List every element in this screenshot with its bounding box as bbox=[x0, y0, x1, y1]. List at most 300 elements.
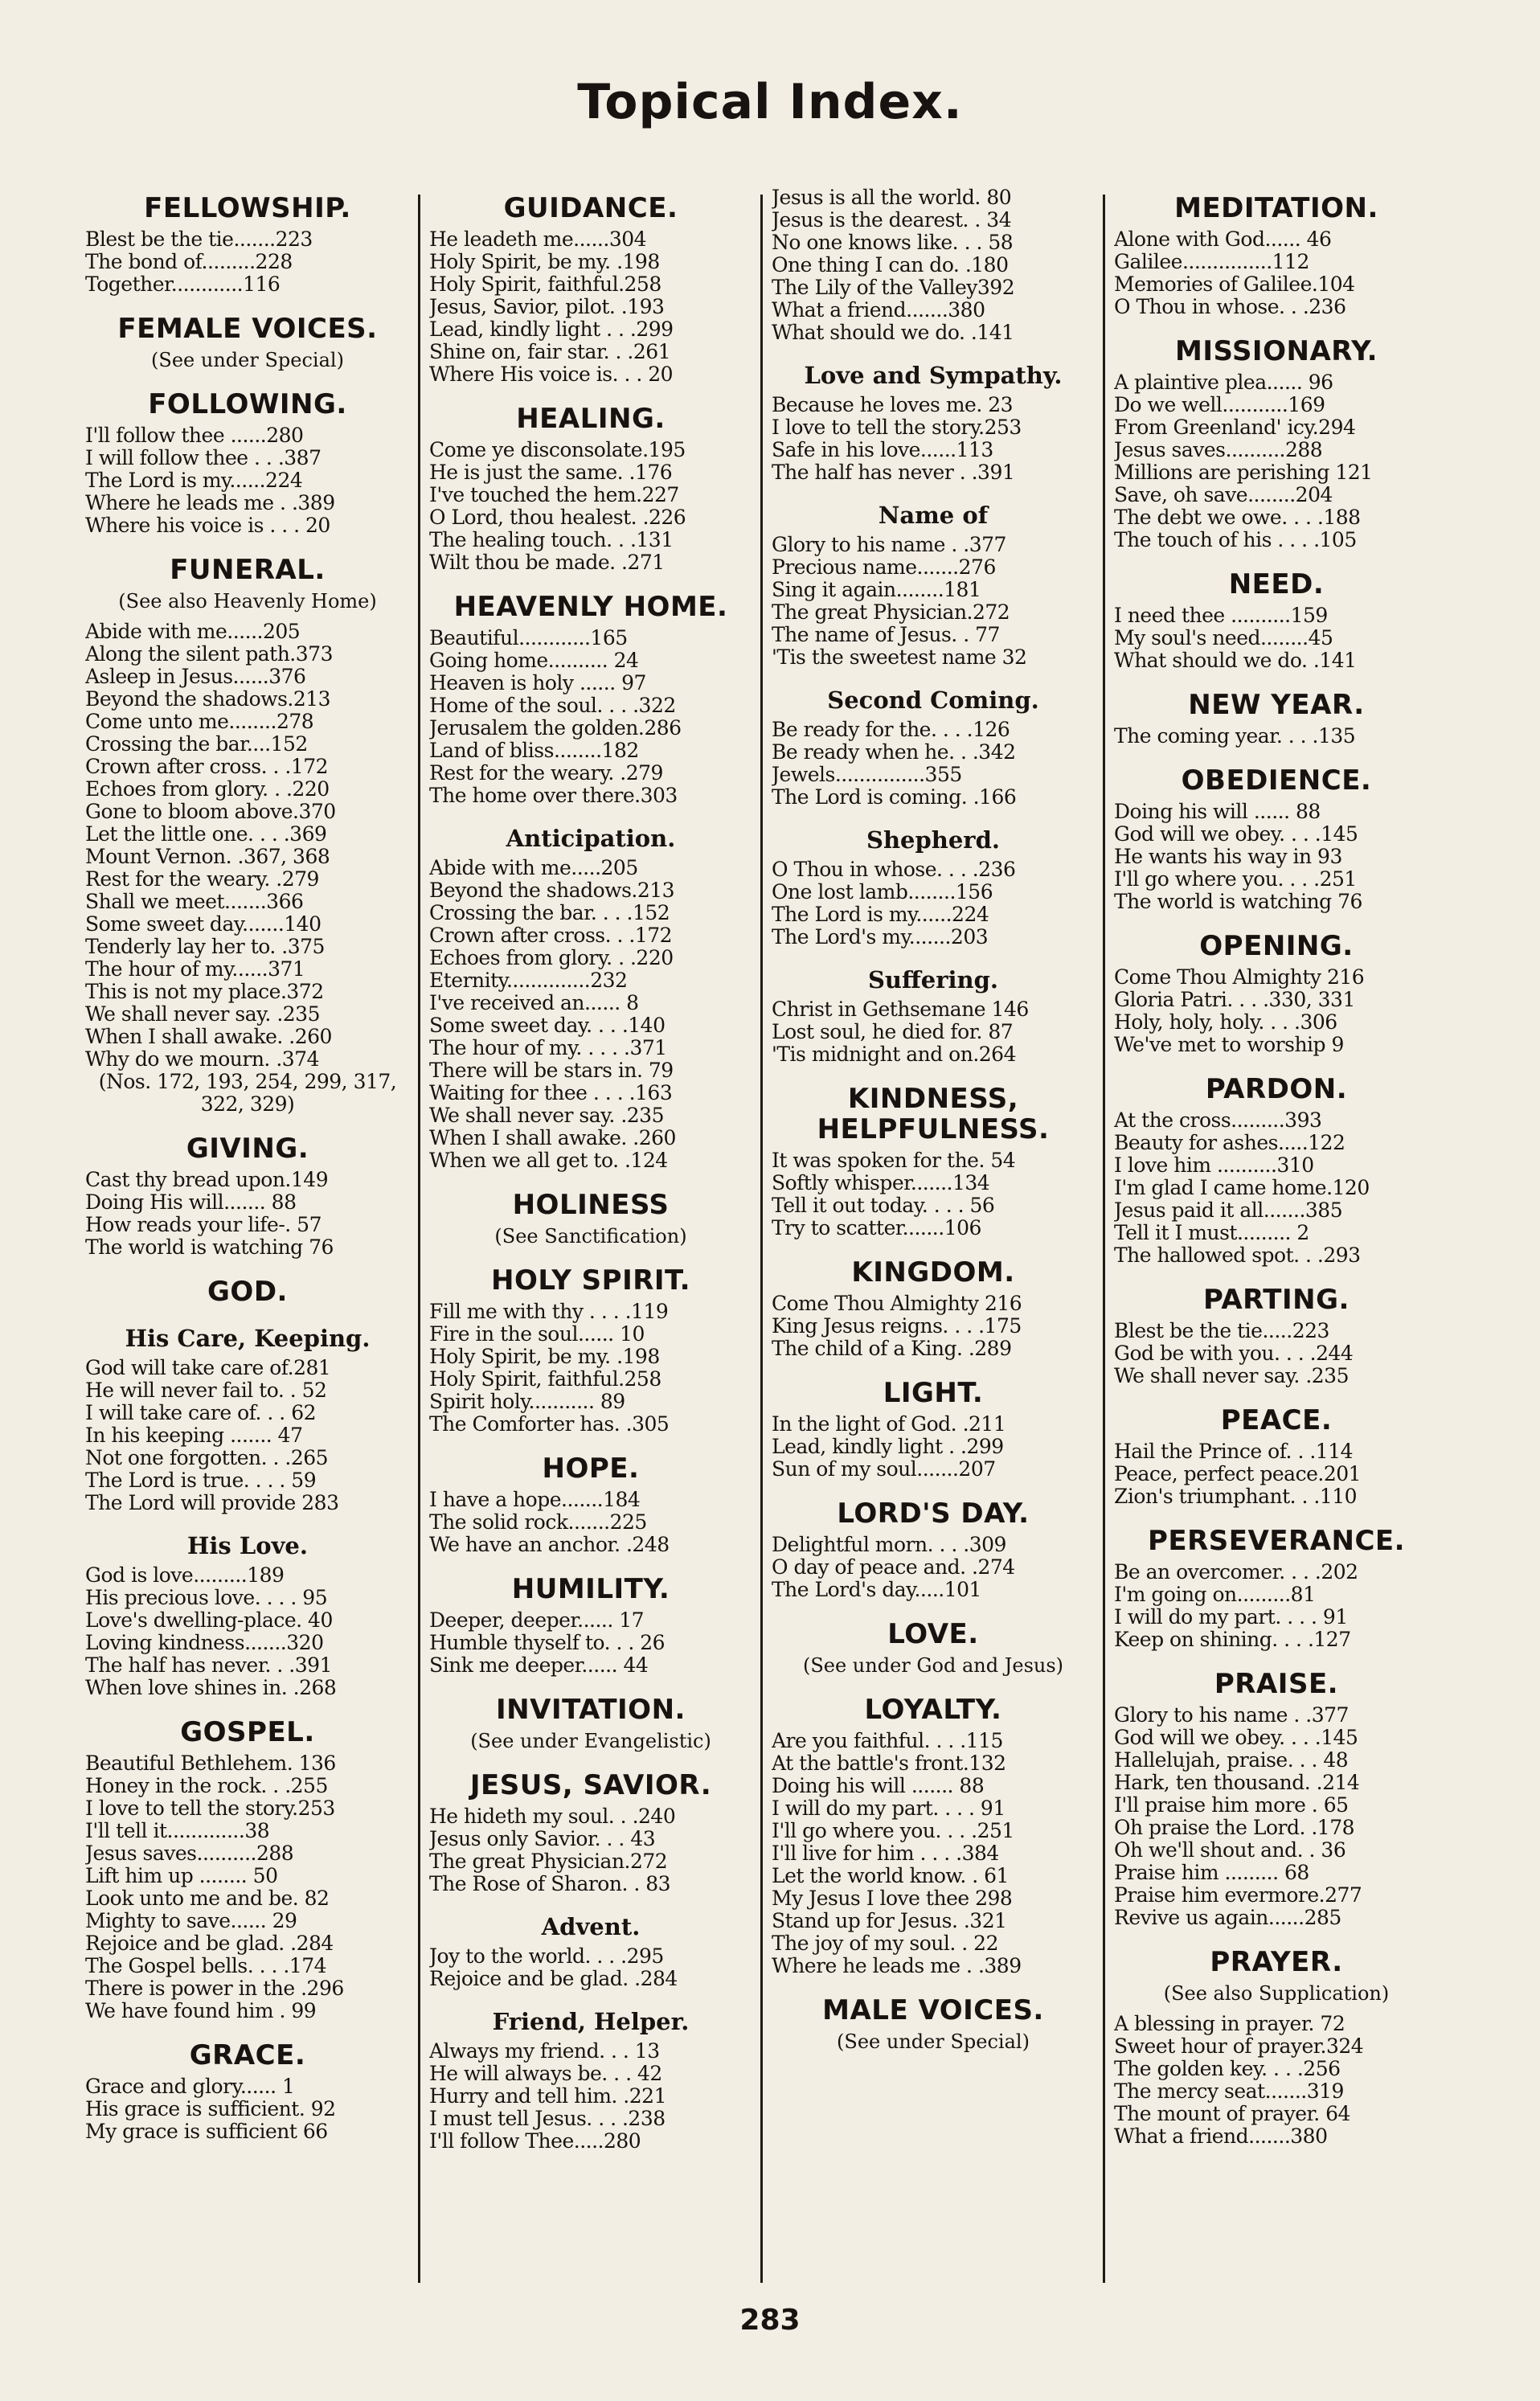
index-section bbox=[85, 389, 410, 537]
index-entry: Some sweet day.......140 bbox=[85, 913, 322, 936]
index-entry: The Lord is coming. .166 bbox=[772, 786, 1017, 809]
index-entry: O day of peace and. .274 bbox=[772, 1556, 1015, 1579]
index-entry: Mount Vernon. .367, 368 bbox=[85, 846, 330, 868]
index-entry: No one knows like. . . 58 bbox=[772, 231, 1014, 254]
index-entry: The hallowed spot. . .293 bbox=[1114, 1244, 1361, 1267]
section-heading: PRAISE. bbox=[1214, 1668, 1339, 1700]
index-section bbox=[429, 1770, 752, 1895]
index-entry: His precious love. . . . 95 bbox=[85, 1587, 328, 1609]
index-entry: I'll follow Thee.....280 bbox=[429, 2130, 641, 2153]
section-heading: INVITATION. bbox=[496, 1694, 686, 1726]
index-section bbox=[85, 1717, 410, 2022]
index-entry: Gone to bloom above.370 bbox=[85, 801, 336, 823]
index-entry: This is not my place.372 bbox=[85, 981, 324, 1003]
index-section bbox=[1114, 1526, 1439, 1651]
index-entry: Spirit holy........... 89 bbox=[429, 1391, 625, 1413]
index-entry: Memories of Galilee.104 bbox=[1114, 273, 1355, 296]
section-heading: MALE VOICES. bbox=[822, 1994, 1044, 2026]
index-entry: Jesus, Savior, pilot. .193 bbox=[429, 296, 665, 318]
subsection-heading: Friend, Helper. bbox=[492, 2008, 690, 2035]
index-column-1 bbox=[80, 186, 415, 2288]
index-entry: The great Physician.272 bbox=[772, 601, 1010, 624]
index-entry: My grace is sufficient 66 bbox=[85, 2120, 328, 2143]
index-entry: Sun of my soul.......207 bbox=[772, 1458, 996, 1481]
index-entry: I have a hope.......184 bbox=[429, 1489, 641, 1511]
index-entry: The Gospel bells. . . .174 bbox=[85, 1955, 327, 1977]
index-entry: Where his voice is . . . 20 bbox=[85, 514, 330, 537]
index-entry: Glory to his name . .377 bbox=[772, 534, 1006, 556]
index-entry: Let the little one. . . .369 bbox=[85, 823, 327, 846]
index-entry: Beyond the shadows.213 bbox=[429, 879, 675, 902]
index-entry: Mighty to save...... 29 bbox=[85, 1910, 297, 1932]
index-entry: I love to tell the story.253 bbox=[772, 416, 1022, 439]
index-entry: Glory to his name . .377 bbox=[1114, 1704, 1349, 1727]
index-entry: There will be stars in. 79 bbox=[429, 1059, 674, 1082]
column-divider bbox=[418, 195, 420, 2283]
index-entry: Safe in his love......113 bbox=[772, 439, 993, 461]
index-section bbox=[1114, 690, 1439, 748]
index-entry: The Lord is true. . . . 59 bbox=[85, 1469, 317, 1492]
index-entry: Come Thou Almighty 216 bbox=[1114, 966, 1365, 989]
section-heading: JESUS, SAVIOR. bbox=[469, 1769, 712, 1801]
section-heading: LIGHT. bbox=[883, 1377, 984, 1409]
subsection-heading: Suffering. bbox=[867, 966, 999, 994]
index-entry: I'll go where you. . . .251 bbox=[772, 1820, 1014, 1842]
index-entry: Sing it again........181 bbox=[772, 579, 981, 601]
index-section bbox=[772, 1995, 1095, 2053]
section-note: (See also Heavenly Home) bbox=[118, 590, 377, 613]
index-entry: Holy, holy, holy. . . .306 bbox=[1114, 1011, 1337, 1034]
index-section bbox=[429, 592, 752, 807]
index-entry: Jesus is the dearest. . 34 bbox=[772, 209, 1012, 231]
index-entry: Jesus saves..........288 bbox=[85, 1842, 294, 1865]
index-section bbox=[772, 1498, 1095, 1601]
index-entry: We shall never say. .235 bbox=[429, 1104, 664, 1127]
index-section bbox=[772, 1084, 1095, 1239]
index-section bbox=[1114, 336, 1439, 551]
index-entry: In the light of God. .211 bbox=[772, 1413, 1006, 1436]
index-entry: Revive us again......285 bbox=[1114, 1907, 1341, 1929]
index-entry: Are you faithful. . . .115 bbox=[772, 1730, 1003, 1752]
section-heading: GUIDANCE. bbox=[503, 192, 678, 224]
index-entry: He will always be. . . 42 bbox=[429, 2063, 662, 2085]
index-entry: Fill me with thy . . . .119 bbox=[429, 1301, 669, 1323]
index-section bbox=[85, 313, 410, 371]
index-entry: I'll tell it.............38 bbox=[85, 1820, 270, 1842]
index-entry: Oh we'll shout and. . 36 bbox=[1114, 1839, 1346, 1862]
index-entry: Crossing the bar. . . .152 bbox=[429, 902, 670, 924]
index-entry: 'Tis midnight and on.264 bbox=[772, 1043, 1016, 1066]
index-entry: Christ in Gethsemane 146 bbox=[772, 998, 1029, 1021]
index-section bbox=[85, 1276, 410, 1307]
index-section bbox=[772, 502, 1095, 669]
index-section bbox=[429, 1265, 752, 1436]
index-entry: Lead, kindly light . . .299 bbox=[429, 318, 674, 341]
subsection-heading: His Care, Keeping. bbox=[125, 1325, 371, 1352]
index-column-4 bbox=[1109, 186, 1444, 2288]
index-entry: Holy Spirit, be my. .198 bbox=[429, 251, 660, 273]
column-divider bbox=[760, 195, 763, 2283]
index-entry: God be with you. . . .244 bbox=[1114, 1342, 1354, 1365]
section-heading: GIVING. bbox=[186, 1133, 309, 1165]
index-entry: Be an overcomer. . . .202 bbox=[1114, 1561, 1358, 1584]
index-entry: (Nos. 172, 193, 254, 299, 317, 322, 329) bbox=[98, 1071, 397, 1116]
index-entry: Holy Spirit, faithful.258 bbox=[429, 273, 661, 296]
index-entry: Abide with me.....205 bbox=[429, 857, 638, 879]
index-section bbox=[1114, 193, 1439, 318]
index-entry: Holy Spirit, faithful.258 bbox=[429, 1368, 661, 1391]
index-entry: The world is watching 76 bbox=[85, 1236, 334, 1259]
index-entry: Shall we meet.......366 bbox=[85, 891, 304, 913]
index-entry: O Lord, thou healest. .226 bbox=[429, 506, 686, 529]
section-heading: FOLLOWING. bbox=[148, 388, 347, 420]
index-section bbox=[85, 555, 410, 1116]
index-entry: The mount of prayer. 64 bbox=[1114, 2103, 1350, 2125]
index-entry: Do we well...........169 bbox=[1114, 394, 1325, 416]
index-entry: The healing touch. . .131 bbox=[429, 529, 674, 551]
index-entry: Hurry and tell him. .221 bbox=[429, 2085, 666, 2108]
index-column-2 bbox=[424, 186, 757, 2288]
index-entry: Going home.......... 24 bbox=[429, 649, 639, 672]
subsection-heading: His Love. bbox=[187, 1532, 308, 1559]
index-entry: Asleep in Jesus......376 bbox=[85, 666, 306, 688]
index-entry: Come Thou Almighty 216 bbox=[772, 1293, 1022, 1315]
index-entry: Galilee...............112 bbox=[1114, 251, 1309, 273]
index-entry: The joy of my soul. . 22 bbox=[772, 1932, 998, 1955]
section-heading: OPENING. bbox=[1199, 930, 1354, 962]
index-entry: Be ready when he. . .342 bbox=[772, 741, 1016, 764]
index-entry: Abide with me......205 bbox=[85, 621, 301, 643]
index-entry: Echoes from glory. . .220 bbox=[429, 947, 674, 969]
index-entry: I need thee ..........159 bbox=[1114, 604, 1328, 627]
index-entry: Some sweet day. . . .140 bbox=[429, 1014, 666, 1037]
index-entry: Lift him up ........ 50 bbox=[85, 1865, 278, 1887]
index-entry: It was spoken for the. 54 bbox=[772, 1149, 1016, 1172]
index-entry: Jesus saves..........288 bbox=[1114, 439, 1323, 461]
section-note: (See also Supplication) bbox=[1163, 1982, 1390, 2005]
index-section bbox=[85, 1325, 410, 1514]
index-entry: Crown after cross. . .172 bbox=[85, 756, 329, 778]
index-section bbox=[1114, 569, 1439, 672]
index-entry: King Jesus reigns. . . .175 bbox=[772, 1315, 1022, 1338]
index-section bbox=[429, 1190, 752, 1248]
index-entry: Blest be the tie.......223 bbox=[85, 228, 313, 251]
index-section bbox=[1114, 1405, 1439, 1508]
subsection-heading: Second Coming. bbox=[827, 686, 1039, 714]
index-entry: The Rose of Sharon. . 83 bbox=[429, 1873, 671, 1895]
index-entry: The half has never. . .391 bbox=[85, 1654, 332, 1677]
index-entry: We shall never say. .235 bbox=[1114, 1365, 1349, 1387]
index-entry: I'll praise him more . 65 bbox=[1114, 1794, 1349, 1817]
index-entry: The hour of my. . . . .371 bbox=[429, 1037, 667, 1059]
index-entry: Jesus is all the world. 80 bbox=[772, 186, 1012, 209]
index-entry: The Lord's day.....101 bbox=[772, 1579, 981, 1601]
index-entry: When I shall awake. .260 bbox=[85, 1026, 332, 1048]
index-entry: Rejoice and be glad. .284 bbox=[429, 1968, 678, 1990]
index-entry: The hour of my......371 bbox=[85, 958, 305, 981]
index-entry: Peace, perfect peace.201 bbox=[1114, 1463, 1362, 1485]
section-note: (See under Special) bbox=[837, 2030, 1030, 2053]
index-section bbox=[1114, 1074, 1439, 1267]
index-entry: Praise him ......... 68 bbox=[1114, 1862, 1309, 1884]
index-entry: I'm going on.........81 bbox=[1114, 1584, 1316, 1606]
index-section bbox=[85, 1532, 410, 1699]
index-entry: What should we do. .141 bbox=[1114, 649, 1357, 672]
section-heading: LORD'S DAY. bbox=[837, 1498, 1030, 1530]
index-entry: Hallelujah, praise. . . 48 bbox=[1114, 1749, 1349, 1772]
index-entry: Beyond the shadows.213 bbox=[85, 688, 331, 711]
index-entry: Precious name.......276 bbox=[772, 556, 996, 579]
index-entry: Land of bliss........182 bbox=[429, 740, 639, 762]
section-note: (See Sanctification) bbox=[494, 1225, 687, 1248]
index-entry: Rest for the weary. .279 bbox=[85, 868, 319, 891]
index-entry: Not one forgotten. . .265 bbox=[85, 1447, 329, 1469]
index-entry: He will never fail to. . 52 bbox=[85, 1379, 327, 1402]
index-section bbox=[772, 1694, 1095, 1977]
index-entry: God will take care of.281 bbox=[85, 1357, 331, 1379]
section-heading: NEW YEAR. bbox=[1188, 689, 1365, 721]
index-entry: Eternity..............232 bbox=[429, 969, 628, 992]
index-entry: The child of a King. .289 bbox=[772, 1338, 1012, 1360]
index-entry: Because he loves me. 23 bbox=[772, 394, 1014, 416]
section-heading: PARTING. bbox=[1203, 1284, 1350, 1316]
index-entry: The mercy seat.......319 bbox=[1114, 2080, 1344, 2103]
index-entry: Together............116 bbox=[85, 273, 281, 296]
index-entry: Rejoice and be glad. .284 bbox=[85, 1932, 334, 1955]
index-entry: Crown after cross. . .172 bbox=[429, 924, 673, 947]
index-entry: When I shall awake. .260 bbox=[429, 1127, 676, 1149]
index-entry: Doing his will ....... 88 bbox=[772, 1775, 985, 1797]
index-entry: In his keeping ....... 47 bbox=[85, 1424, 303, 1447]
index-entry: Let the world know. . 61 bbox=[772, 1865, 1009, 1887]
index-entry: When we all get to. .124 bbox=[429, 1149, 668, 1172]
index-entry: Jesus only Savior. . . 43 bbox=[429, 1828, 656, 1850]
index-entry: Crossing the bar....152 bbox=[85, 733, 308, 756]
index-section bbox=[1114, 931, 1439, 1056]
index-entry: The great Physician.272 bbox=[429, 1850, 668, 1873]
index-entry: Millions are perishing 121 bbox=[1114, 461, 1373, 484]
index-entry: Tell it I must......... 2 bbox=[1114, 1222, 1309, 1244]
index-entry: Holy Spirit, be my. .198 bbox=[429, 1346, 660, 1368]
index-entry: A blessing in prayer. 72 bbox=[1114, 2013, 1345, 2035]
section-heading: MISSIONARY. bbox=[1175, 335, 1378, 367]
index-entry: Fire in the soul...... 10 bbox=[429, 1323, 645, 1346]
index-entry: Blest be the tie.....223 bbox=[1114, 1320, 1329, 1342]
index-entry: Loving kindness.......320 bbox=[85, 1632, 324, 1654]
index-section bbox=[429, 1453, 752, 1556]
index-entry: Doing his will ...... 88 bbox=[1114, 801, 1321, 823]
index-entry: Save, oh save........204 bbox=[1114, 484, 1333, 506]
index-entry: Stand up for Jesus. .321 bbox=[772, 1910, 1007, 1932]
section-heading: GRACE. bbox=[189, 2039, 306, 2071]
index-entry: Rest for the weary. .279 bbox=[429, 762, 663, 785]
section-note: (See under Evangelistic) bbox=[470, 1730, 711, 1752]
page-title: Topical Index. bbox=[577, 74, 963, 130]
index-entry: I'll follow thee ......280 bbox=[85, 424, 304, 447]
index-section bbox=[429, 1574, 752, 1677]
index-entry: Lost soul, he died for. 87 bbox=[772, 1021, 1014, 1043]
index-entry: From Greenland' icy.294 bbox=[1114, 416, 1356, 439]
section-heading: HOLINESS bbox=[512, 1189, 670, 1221]
section-heading: KINDNESS, HELPFULNESS. bbox=[817, 1083, 1050, 1145]
index-entry: God will we obey. . . .145 bbox=[1114, 1727, 1358, 1749]
index-entry: The name of Jesus. . 77 bbox=[772, 624, 1000, 646]
index-entry: He is just the same. .176 bbox=[429, 461, 673, 484]
index-entry: 'Tis the sweetest name 32 bbox=[772, 646, 1027, 669]
index-entry: My Jesus I love thee 298 bbox=[772, 1887, 1013, 1910]
index-entry: Beautiful............165 bbox=[429, 627, 628, 649]
index-entry: Cast thy bread upon.149 bbox=[85, 1169, 329, 1191]
index-entry: The Comforter has. .305 bbox=[429, 1413, 670, 1436]
index-entry: Grace and glory...... 1 bbox=[85, 2075, 295, 2098]
index-entry: God will we obey. . . .145 bbox=[1114, 823, 1358, 846]
section-heading: GOD. bbox=[207, 1276, 288, 1308]
index-entry: Zion's triumphant. . .110 bbox=[1114, 1485, 1358, 1508]
index-entry: He wants his way in 93 bbox=[1114, 846, 1342, 868]
index-entry: What a friend.......380 bbox=[1114, 2125, 1328, 2148]
section-heading: KINGDOM. bbox=[851, 1256, 1015, 1289]
subsection-heading: Shepherd. bbox=[866, 826, 1000, 854]
section-heading: FUNERAL. bbox=[170, 554, 326, 586]
index-entry: The half has never . .391 bbox=[772, 461, 1015, 484]
index-entry: Love's dwelling-place. 40 bbox=[85, 1609, 333, 1632]
index-entry: Humble thyself to. . . 26 bbox=[429, 1632, 666, 1654]
index-entry: The solid rock.......225 bbox=[429, 1511, 647, 1534]
index-entry: Come ye disconsolate.195 bbox=[429, 439, 686, 461]
section-heading: OBEDIENCE. bbox=[1181, 764, 1372, 797]
index-entry: Wilt thou be made. .271 bbox=[429, 551, 665, 574]
index-entry: I must tell Jesus. . . .238 bbox=[429, 2108, 666, 2130]
index-entry: Come unto me........278 bbox=[85, 711, 314, 733]
index-entry: Jewels...............355 bbox=[772, 764, 962, 786]
subsection-heading: Advent. bbox=[541, 1913, 641, 1940]
column-divider bbox=[1103, 195, 1105, 2283]
section-note: (See under God and Jesus) bbox=[802, 1654, 1064, 1677]
index-column-3 bbox=[767, 186, 1100, 2288]
section-heading: PEACE. bbox=[1220, 1404, 1333, 1436]
index-entry: Try to scatter.......106 bbox=[772, 1217, 981, 1239]
section-heading: NEED. bbox=[1228, 568, 1325, 600]
index-entry: Keep on shining. . . .127 bbox=[1114, 1629, 1351, 1651]
index-section bbox=[772, 826, 1095, 949]
index-section bbox=[772, 1619, 1095, 1677]
index-entry: I've received an...... 8 bbox=[429, 992, 639, 1014]
index-section bbox=[772, 362, 1095, 484]
index-entry: The Lily of the Valley392 bbox=[772, 277, 1015, 299]
index-entry: Echoes from glory. . .220 bbox=[85, 778, 330, 801]
index-section bbox=[429, 1913, 752, 1990]
index-entry: Always my friend. . . 13 bbox=[429, 2040, 660, 2063]
index-entry: His grace is sufficient. 92 bbox=[85, 2098, 336, 2120]
index-entry: I'll live for him . . . .384 bbox=[772, 1842, 999, 1865]
index-entry: Look unto me and be. 82 bbox=[85, 1887, 330, 1910]
index-entry: Beauty for ashes.....122 bbox=[1114, 1132, 1345, 1154]
index-entry: Tell it out today. . . . 56 bbox=[772, 1194, 995, 1217]
index-entry: We have found him . 99 bbox=[85, 2000, 317, 2022]
index-section bbox=[85, 193, 410, 296]
index-section bbox=[1114, 1284, 1439, 1387]
index-entry: What should we do. .141 bbox=[772, 322, 1014, 344]
section-heading: HEALING. bbox=[516, 403, 666, 435]
index-section bbox=[85, 1133, 410, 1259]
index-entry: When love shines in. .268 bbox=[85, 1677, 337, 1699]
index-section bbox=[1114, 1669, 1439, 1929]
index-entry: Lead, kindly light . .299 bbox=[772, 1436, 1004, 1458]
index-entry: At the battle's front.132 bbox=[772, 1752, 1006, 1775]
index-entry: Be ready for the. . . .126 bbox=[772, 719, 1010, 741]
index-section bbox=[429, 2008, 752, 2153]
section-heading: HOPE. bbox=[542, 1452, 640, 1485]
index-section bbox=[429, 1694, 752, 1752]
index-entry: What a friend.......380 bbox=[772, 299, 985, 322]
index-entry: Hark, ten thousand. .214 bbox=[1114, 1772, 1360, 1794]
index-entry: Jesus paid it all.......385 bbox=[1114, 1199, 1343, 1222]
section-heading: LOVE. bbox=[887, 1618, 979, 1650]
index-entry: A plaintive plea...... 96 bbox=[1114, 371, 1333, 394]
index-entry: I will follow thee . . .387 bbox=[85, 447, 322, 469]
index-entry: Deeper, deeper...... 17 bbox=[429, 1609, 645, 1632]
index-entry: The Lord will provide 283 bbox=[85, 1492, 339, 1514]
index-entry: He leadeth me......304 bbox=[429, 228, 647, 251]
index-entry: My soul's need........45 bbox=[1114, 627, 1333, 649]
index-entry: There is power in the .296 bbox=[85, 1977, 344, 2000]
index-entry: We shall never say. .235 bbox=[85, 1003, 320, 1026]
index-entry: I will do my part. . . . 91 bbox=[1114, 1606, 1348, 1629]
index-entry: He hideth my soul. . .240 bbox=[429, 1805, 676, 1828]
index-entry: Delightful morn. . . .309 bbox=[772, 1534, 1006, 1556]
index-section bbox=[772, 966, 1095, 1066]
index-entry: One lost lamb........156 bbox=[772, 881, 993, 903]
index-entry: I'm glad I came home.120 bbox=[1114, 1177, 1370, 1199]
index-entry: Tenderly lay her to. .375 bbox=[85, 936, 325, 958]
index-section bbox=[1114, 765, 1439, 913]
index-entry: I'll go where you. . . .251 bbox=[1114, 868, 1357, 891]
index-entry: Waiting for thee . . . .163 bbox=[429, 1082, 673, 1104]
index-entry: I love to tell the story.253 bbox=[85, 1797, 335, 1820]
index-section bbox=[772, 686, 1095, 809]
index-entry: How reads your life-. 57 bbox=[85, 1214, 322, 1236]
index-entry: O Thou in whose. . .236 bbox=[1114, 296, 1346, 318]
index-entry: The world is watching 76 bbox=[1114, 891, 1362, 913]
section-heading: FELLOWSHIP. bbox=[144, 192, 351, 224]
index-entry: Beautiful Bethlehem. 136 bbox=[85, 1752, 336, 1775]
index-section bbox=[772, 1257, 1095, 1360]
index-entry: Home of the soul. . . .322 bbox=[429, 694, 676, 717]
index-entry: I've touched the hem.227 bbox=[429, 484, 679, 506]
index-entry: God is love.........189 bbox=[85, 1564, 285, 1587]
page-number: 283 bbox=[739, 2304, 801, 2337]
index-entry: Oh praise the Lord. .178 bbox=[1114, 1817, 1355, 1839]
index-entry: The bond of.........228 bbox=[85, 251, 293, 273]
section-heading: PERSEVERANCE. bbox=[1147, 1525, 1406, 1557]
section-heading: GOSPEL. bbox=[180, 1716, 315, 1748]
section-heading: FEMALE VOICES. bbox=[117, 313, 378, 345]
index-entry: The debt we owe. . . .188 bbox=[1114, 506, 1361, 529]
subsection-heading: Love and Sympathy. bbox=[804, 362, 1063, 389]
index-section bbox=[85, 2040, 410, 2143]
index-entry: Where he leads me . .389 bbox=[772, 1955, 1022, 1977]
index-entry: Jerusalem the golden.286 bbox=[429, 717, 682, 740]
index-entry: Where he leads me . .389 bbox=[85, 492, 335, 514]
index-entry: Where His voice is. . . 20 bbox=[429, 363, 674, 386]
index-entry: The Lord is my......224 bbox=[772, 903, 989, 926]
index-entry: Gloria Patri. . . .330, 331 bbox=[1114, 989, 1355, 1011]
index-entry: At the cross.........393 bbox=[1114, 1109, 1322, 1132]
index-entry: Alone with God...... 46 bbox=[1114, 228, 1332, 251]
index-entry: We've met to worship 9 bbox=[1114, 1034, 1344, 1056]
subsection-heading: Anticipation. bbox=[506, 825, 676, 852]
index-section bbox=[772, 1378, 1095, 1481]
